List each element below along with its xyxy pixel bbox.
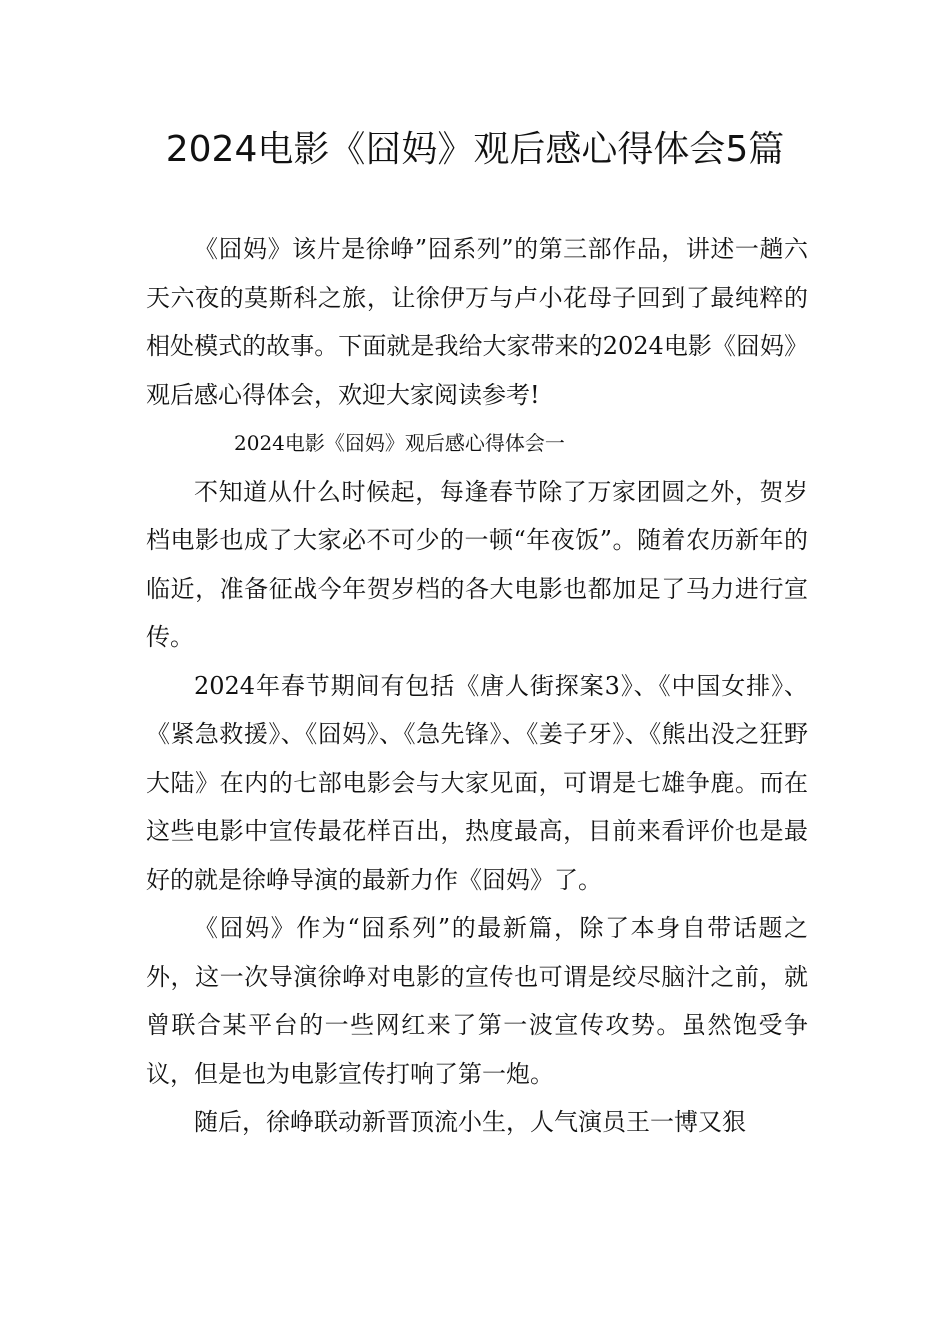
section-heading: 2024电影《囧妈》观后感心得体会一: [234, 431, 565, 455]
document-body: [146, 225, 808, 1147]
body-paragraph: 2024年春节期间有包括《唐人街探案3》、《中国女排》、《紧急救援》、《囧妈》、《急先锋》、《姜子牙》、《熊出没之狂野大陆》在内的七部电影会与大家见面，可谓是七雄争鹿。而在这些电影中宣传最花样百出，热度最高，目前来看评价也是最好的就是徐峥导演的最新力作《囧妈》了。: [146, 671, 808, 894]
body-paragraph: 《囧妈》作为“囧系列”的最新篇，除了本身自带话题之外，这一次导演徐峥对电影的宣传也可谓是绞尽脑汁之前，就曾联合某平台的一些网红来了第一波宣传攻势。虽然饱受争议，但是也为电影宣传打响了第一炮。: [146, 914, 808, 1088]
intro-paragraph: 《囧妈》该片是徐峥”囧系列”的第三部作品，讲述一趟六天六夜的莫斯科之旅，让徐伊万与卢小花母子回到了最纯粹的相处模式的故事。下面就是我给大家带来的2024电影《囧妈》观后感心得体会，欢迎大家阅读参考!: [146, 235, 808, 409]
document-title: 2024电影《囧妈》观后感心得体会5篇: [165, 129, 785, 170]
body-paragraph: 不知道从什么时候起，每逢春节除了万家团圆之外，贺岁档电影也成了大家必不可少的一顿“年夜饭”。随着农历新年的临近，准备征战今年贺岁档的各大电影也都加足了马力进行宣传。: [146, 477, 808, 651]
body-paragraph: 随后，徐峥联动新晋顶流小生，人气演员王一博又狠: [194, 1108, 746, 1136]
